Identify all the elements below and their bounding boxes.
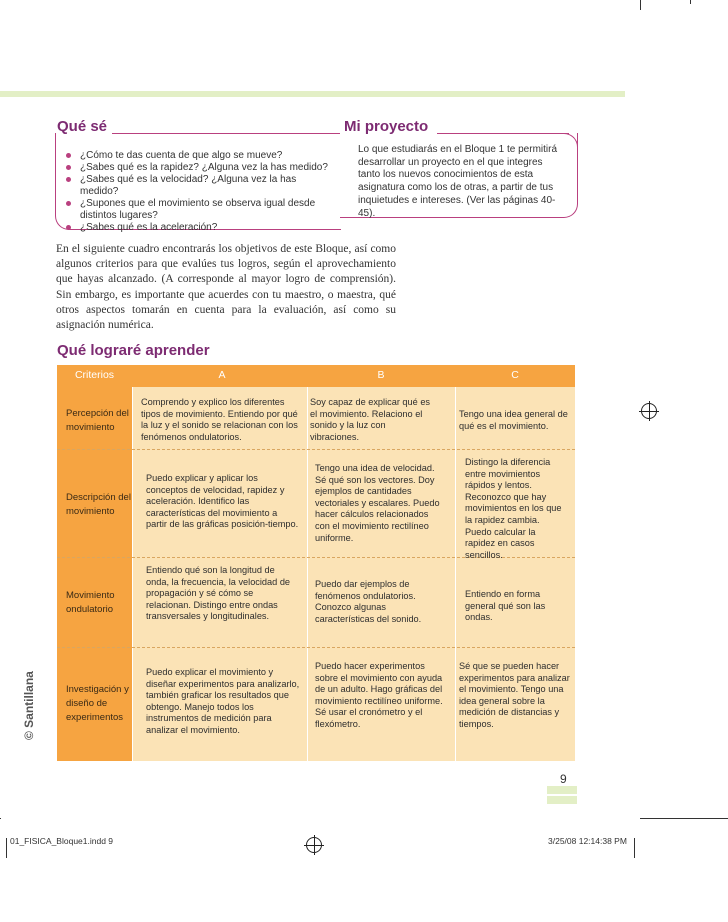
cell-c: Sé que se pueden hacer experimentos para analizar el movimiento. Tengo una idea general sobre la medición de distancias y tiempos. xyxy=(459,661,570,729)
que-lograre-heading: Qué lograré aprender xyxy=(57,342,210,359)
cell-a: Entiendo qué son la longitud de onda, la frecuencia, la velocidad de propagación y sé cómo se relacionan. Distingo entre ondas transversales y longitudinales. xyxy=(146,565,291,622)
cell-c: Distingo la diferencia entre movimientos rápidos y lentos. Reconozco que hay movimientos en los que la rapidez cambia. Puedo calcular la rapidez en casos sencillos. xyxy=(465,457,562,560)
table-header xyxy=(57,365,575,387)
crop-mark xyxy=(6,838,7,858)
mi-proyecto-heading: Mi proyecto xyxy=(344,118,429,135)
decorative-band xyxy=(0,91,625,97)
question-item: ¿Cómo te das cuenta de que algo se mueve? xyxy=(66,150,336,162)
registration-mark-icon xyxy=(641,403,657,419)
crop-mark xyxy=(690,0,691,4)
question-item: ¿Sabes qué es la rapidez? ¿Alguna vez la has medido? xyxy=(66,162,336,174)
question-item: ¿Sabes qué es la aceleración? xyxy=(66,222,336,234)
crop-mark xyxy=(0,818,1,819)
crop-mark xyxy=(640,818,728,819)
column-divider xyxy=(455,387,456,761)
header-c: C xyxy=(511,369,519,381)
copyright-label: © Santillana xyxy=(22,671,36,740)
row-label-descripcion: Descripción del movimiento xyxy=(66,492,131,517)
header-criterios: Criterios xyxy=(74,369,115,381)
row-divider xyxy=(57,647,575,648)
que-se-heading: Qué sé xyxy=(57,118,108,135)
footer-file: 01_FISICA_Bloque1.indd 9 xyxy=(10,836,114,846)
cell-a: Comprendo y explico los diferentes tipos de movimiento. Entiendo por qué la luz y el sonido se relacionan con los fenómenos ondulatorios. xyxy=(141,397,298,442)
cell-a: Puedo explicar el movimiento y diseñar experimentos para analizarlo, también graficar los resultados que obtengo. Manejo todos los instrumentos de medición para analizar el movimiento. xyxy=(146,667,300,735)
row-divider xyxy=(57,449,575,450)
cell-b: Tengo una idea de velocidad. Sé qué son los vectores. Doy ejemplos de cantidades vectoriales y escalares. Puedo hacer cálculos relacionados con el movimiento rectilíneo uniforme. xyxy=(315,463,440,543)
footer-date: 3/25/08 12:14:38 PM xyxy=(548,836,627,846)
crop-mark xyxy=(640,0,641,10)
cell-b: Soy capaz de explicar qué es el movimiento. Relaciono el sonido y la luz con vibraciones. xyxy=(310,397,431,442)
question-item: ¿Sabes qué es la velocidad? ¿Alguna vez la has medido? xyxy=(66,174,336,198)
header-b: B xyxy=(377,369,385,381)
row-label-ondulatorio: Movimiento ondulatorio xyxy=(66,590,115,615)
question-item: ¿Supones que el movimiento se observa igual desde distintos lugares? xyxy=(66,198,336,222)
header-a: A xyxy=(218,369,226,381)
cell-c: Entiendo en forma general qué son las ondas. xyxy=(465,589,546,623)
page-number: 9 xyxy=(560,772,567,786)
decorative-bar xyxy=(547,796,577,804)
row-label-percepcion: Percepción del movimiento xyxy=(66,408,129,433)
cell-b: Puedo hacer experimentos sobre el movimiento con ayuda de un adulto. Hago gráficas del movimiento rectilíneo uniforme. Sé usar el cronómetro y el flexómetro. xyxy=(315,661,443,729)
cell-c: Tengo una idea general de qué es el movimiento. xyxy=(459,409,568,431)
mi-proyecto-text: Lo que estudiarás en el Bloque 1 te permitirá desarrollar un proyecto en el que integres tanto los nuevos conocimientos de esta asignatura como los de otras, a partir de tus inquietudes e intereses. (Ver las páginas 40-45). xyxy=(358,144,558,219)
row-label-investigacion: Investigación y diseño de experimentos xyxy=(66,684,129,723)
bullet-icon xyxy=(66,225,71,230)
que-se-question-list xyxy=(66,150,336,234)
bullet-icon xyxy=(66,177,71,182)
bullet-icon xyxy=(66,165,71,170)
crop-mark xyxy=(634,838,635,858)
cell-b: Puedo dar ejemplos de fenómenos ondulatorios. Conozco algunas características del sonido. xyxy=(315,579,422,624)
bullet-icon xyxy=(66,201,71,206)
column-divider xyxy=(307,387,308,761)
cell-a: Puedo explicar y aplicar los conceptos de velocidad, rapidez y aceleración. Identifico las características del movimiento a partir de las gráficas posición-tiempo. xyxy=(146,473,299,530)
registration-mark-icon xyxy=(306,837,322,853)
intro-paragraph: En el siguiente cuadro encontrarás los objetivos de este Bloque, así como algunos criterios para que evalúes tus logros, según el aprovechamiento que hayas alcanzado. (A corresponde al mayor logro de comprensión). Sin embargo, es importante que acuerdes con tu maestro, o maestra, qué otros aspectos tomarán en cuenta para la evaluación, así como su asignación numérica. xyxy=(56,243,396,332)
bullet-icon xyxy=(66,153,71,158)
decorative-bar xyxy=(547,786,577,794)
